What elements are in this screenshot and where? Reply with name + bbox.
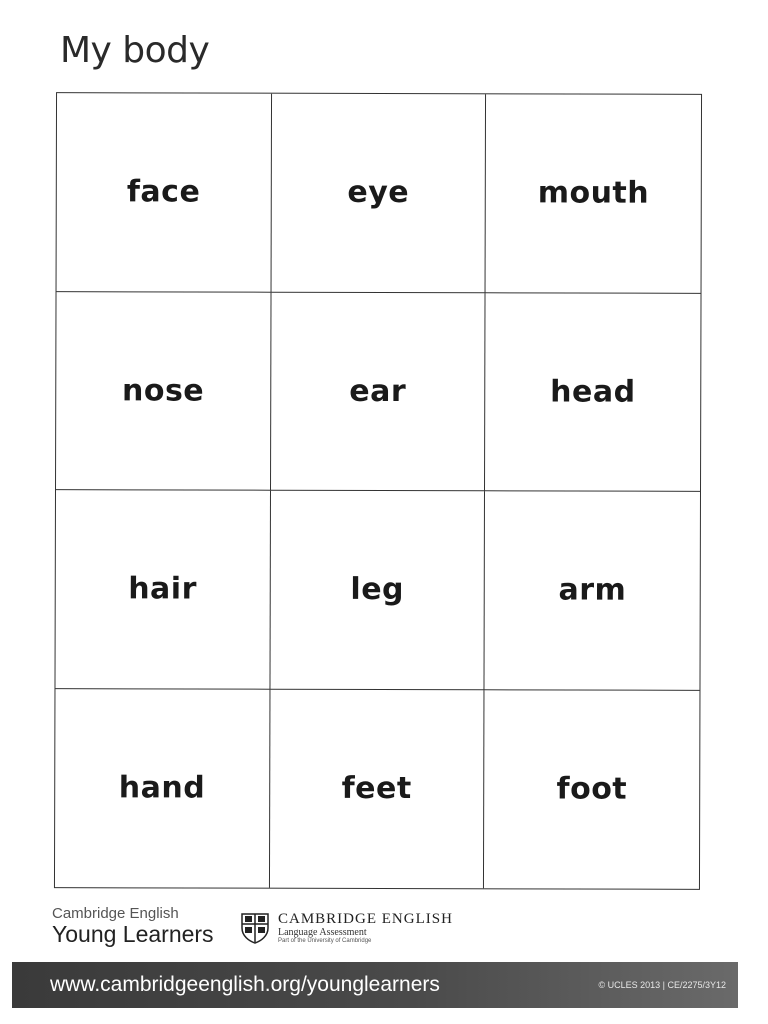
word-card-label: eye [347, 175, 410, 211]
word-card-label: arm [558, 572, 627, 608]
ce-tiny-text: Part of the University of Cambridge [278, 938, 372, 945]
word-card-grid [54, 92, 702, 890]
cambridge-assessment-logo [240, 912, 453, 945]
word-card [271, 292, 486, 491]
ce-sub-text: Language Assessment [278, 926, 367, 938]
word-card [270, 689, 485, 888]
copyright-text: © UCLES 2013 | CE/2275/3Y12 [598, 980, 726, 990]
page-title: My body [60, 30, 210, 71]
footer-bar [12, 962, 738, 1008]
brand-small-text: Cambridge English [52, 905, 179, 922]
word-card-label: foot [556, 771, 628, 807]
word-card [55, 490, 270, 689]
word-card-label: nose [121, 373, 205, 409]
word-card [485, 293, 700, 492]
word-card [271, 94, 486, 293]
word-card [484, 690, 699, 889]
word-card-label: mouth [537, 175, 650, 211]
word-card-label: ear [349, 373, 407, 409]
word-card-label: face [126, 174, 201, 210]
word-card-label: feet [341, 771, 412, 807]
footer-url: www.cambridgeenglish.org/younglearners [50, 973, 440, 996]
cambridge-shield-icon [240, 912, 270, 944]
word-card [485, 491, 700, 690]
word-card [56, 292, 271, 491]
word-card-label: leg [350, 572, 405, 608]
word-card [270, 491, 485, 690]
word-card-label: head [550, 374, 636, 410]
word-card-label: hand [118, 770, 206, 806]
brand-big-text: Young Learners [52, 921, 214, 947]
word-card [486, 94, 701, 293]
ce-main-text: CAMBRIDGE ENGLISH [278, 911, 453, 927]
word-card [57, 93, 272, 292]
young-learners-brand [52, 905, 214, 948]
word-card [55, 689, 270, 888]
word-card-label: hair [128, 571, 197, 607]
